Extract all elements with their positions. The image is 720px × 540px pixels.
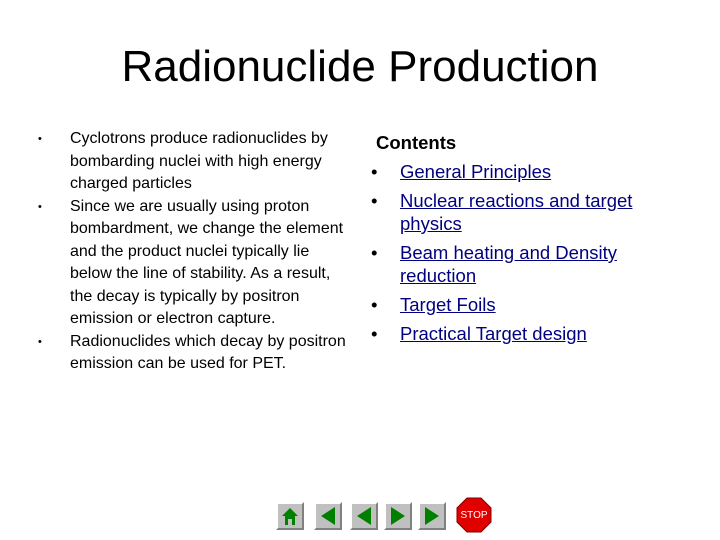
link-nuclear-reactions[interactable]: Nuclear reactions and target physics	[400, 190, 633, 234]
home-icon	[279, 505, 301, 527]
bullet-text: Since we are usually using proton bombardment, we change the element and the product nuclei typically lie below the line of stability. As a result, the decay is typically by positron emission or electron capture.	[70, 197, 344, 327]
link-beam-heating[interactable]: Beam heating and Density reduction	[400, 242, 617, 286]
bullet-icon: •	[371, 161, 378, 182]
contents-heading: Contents	[376, 132, 457, 153]
first-slide-button[interactable]	[314, 502, 342, 530]
left-bullet-list	[36, 128, 346, 376]
bullet-text: Cyclotrons produce radionuclides by bombarding nuclei with high energy charged particles	[70, 130, 328, 192]
bullet-icon: •	[371, 323, 378, 344]
list-item	[36, 128, 346, 196]
link-general-principles[interactable]: General Principles	[400, 161, 552, 182]
bullet-icon: •	[371, 190, 378, 211]
list-item	[368, 322, 668, 345]
list-item	[368, 241, 668, 287]
list-item	[368, 189, 668, 235]
bullet-icon: •	[371, 294, 378, 315]
stop-button[interactable]	[456, 497, 492, 533]
forward-button[interactable]	[384, 502, 412, 530]
back-button[interactable]	[350, 502, 378, 530]
list-item	[368, 293, 668, 316]
slide-title: Radionuclide Production	[121, 42, 599, 91]
list-item	[36, 196, 346, 331]
forward-icon	[387, 505, 409, 527]
bullet-icon: •	[371, 242, 378, 263]
list-item	[36, 331, 346, 376]
last-icon	[421, 505, 443, 527]
bullet-icon: •	[38, 133, 42, 145]
first-icon	[317, 505, 339, 527]
home-button[interactable]	[276, 502, 304, 530]
stop-label: STOP	[460, 510, 488, 521]
stop-sign-icon	[456, 497, 492, 533]
bullet-text: Radionuclides which decay by positron emission can be used for PET.	[70, 332, 346, 372]
link-target-foils[interactable]: Target Foils	[400, 294, 496, 315]
link-practical-target-design[interactable]: Practical Target design	[400, 323, 587, 344]
bullet-icon: •	[38, 200, 42, 213]
last-slide-button[interactable]	[418, 502, 446, 530]
bullet-icon: •	[38, 335, 42, 348]
contents-list	[368, 160, 668, 351]
list-item	[368, 160, 668, 183]
back-icon	[353, 505, 375, 527]
